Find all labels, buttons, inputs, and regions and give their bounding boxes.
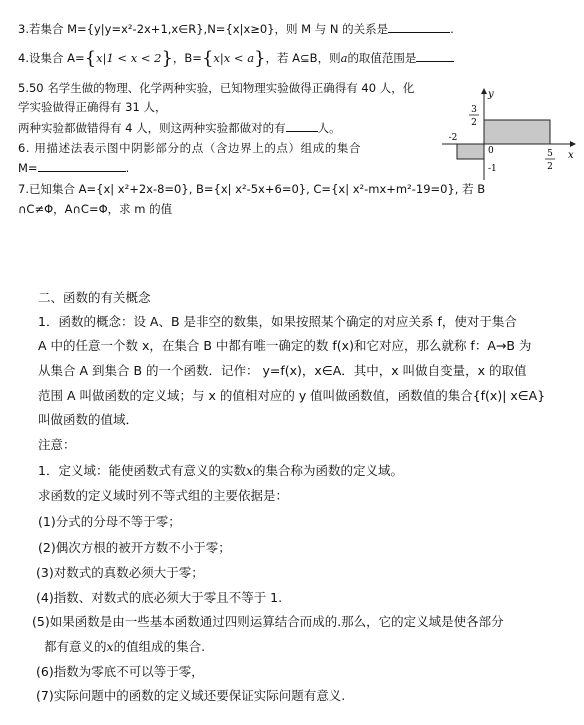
- set-a-expression: x|1 < x < 2: [96, 51, 162, 65]
- q3-answer-blank[interactable]: [388, 21, 450, 33]
- question-7-line-1: 7.已知集合 A={x| x²+2x-8=0}, B={x| x²-5x+6=0}, C={x| x²-mx+m²-19=0}, 若 B: [18, 182, 486, 196]
- rule-3: (3)对数式的真数必须大于零；: [36, 565, 204, 580]
- domain-definition: 1．定义域：能使函数式有意义的实数x的集合称为函数的定义域。: [38, 463, 404, 478]
- set-b-expression: x|x < a: [213, 51, 255, 65]
- question-7-line-2: ∩C≠Φ，A∩C=Φ，求 m 的值: [18, 202, 173, 216]
- concept-paragraph-line-1: 1．函数的概念：设 A、B 是非空的数集，如果按照某个确定的对应关系 f，使对于集合: [38, 314, 517, 329]
- q4-answer-blank[interactable]: [416, 50, 454, 62]
- origin-label: 0: [488, 146, 494, 156]
- rule-5: (5)如果函数是由一些基本函数通过四则运算结合而成的.那么，它的定义域是使各部分: [32, 614, 504, 629]
- question-4: 4.设集合 A={x|1 < x < 2}，B={x|x < a}，若 A⊆B，则a的取值范围是: [18, 46, 454, 67]
- x-axis-label: x: [568, 150, 574, 161]
- y-axis-label: y: [488, 89, 494, 100]
- question-5-line-2: 学实验做得正确得有 31 人，: [18, 100, 167, 114]
- y-axis-arrow: [481, 88, 487, 94]
- rule-4: (4)指数、对数式的底必须大于零且不等于 1.: [36, 590, 283, 605]
- right-fraction-denominator: 2: [547, 162, 553, 172]
- question-3: 3.若集合 M={y|y=x²-2x+1,x∈R},N={x|x≥0}，则 M 与 N 的关系是 .: [18, 22, 454, 36]
- question-6-line-1: 6. 用描述法表示图中阴影部分的点（含边界上的点）组成的集合: [18, 141, 362, 155]
- question-5-line-3: 两种实验都做错得有 4 人，则这两种实验都做对的有 人。: [18, 121, 341, 135]
- rule-5-continuation: 都有意义的x的值组成的集合.: [44, 639, 206, 654]
- note-label: 注意：: [38, 437, 76, 452]
- right-fraction-numerator: 5: [547, 149, 553, 159]
- q3-text: 3.若集合 M={y|y=x²-2x+1,x∈R},N={x|x≥0}，则 M 与 N 的关系是: [18, 22, 389, 36]
- basis-line: 求函数的定义域时列不等式组的主要依据是：: [38, 488, 289, 503]
- concept-paragraph-line-5: 叫做函数的值域．: [38, 412, 139, 427]
- q5-answer-blank[interactable]: [286, 120, 318, 132]
- bottom-tick-label: -1: [488, 164, 497, 174]
- rule-1: (1)分式的分母不等于零；: [38, 514, 181, 529]
- x-axis-arrow: [570, 141, 576, 147]
- section-heading: 二、函数的有关概念: [38, 290, 151, 305]
- concept-paragraph-line-3: 从集合 A 到集合 B 的一个函数．记作： y=f(x)，x∈A．其中，x 叫做自变量，x 的取值: [38, 363, 527, 378]
- concept-paragraph-line-4: 范围 A 叫做函数的定义域；与 x 的值相对应的 y 值叫做函数值，函数值的集合{f(x)| x∈A}: [38, 388, 546, 403]
- concept-paragraph-line-2: A 中的任意一个数 x，在集合 B 中都有唯一确定的数 f(x)和它对应，那么就称 f：A→B 为: [38, 338, 532, 353]
- q6-answer-blank[interactable]: [38, 160, 126, 172]
- rule-7: (7)实际问题中的函数的定义域还要保证实际问题有意义.: [36, 688, 346, 703]
- rule-2: (2)偶次方根的被开方数不小于零；: [38, 540, 231, 555]
- shaded-rect-upper: [484, 120, 550, 144]
- rule-6: (6)指数为零底不可以等于零，: [36, 664, 204, 679]
- top-fraction-denominator: 2: [471, 118, 477, 128]
- top-fraction-numerator: 3: [471, 105, 477, 115]
- shaded-region-figure: [438, 88, 578, 184]
- shaded-rect-lower: [457, 144, 484, 159]
- question-5-line-1: 5.50 名学生做的物理、化学两种实验，已知物理实验做得正确得有 40 人，化: [18, 81, 415, 95]
- question-6-line-2: M= .: [18, 161, 130, 175]
- left-tick-label: -2: [448, 133, 458, 143]
